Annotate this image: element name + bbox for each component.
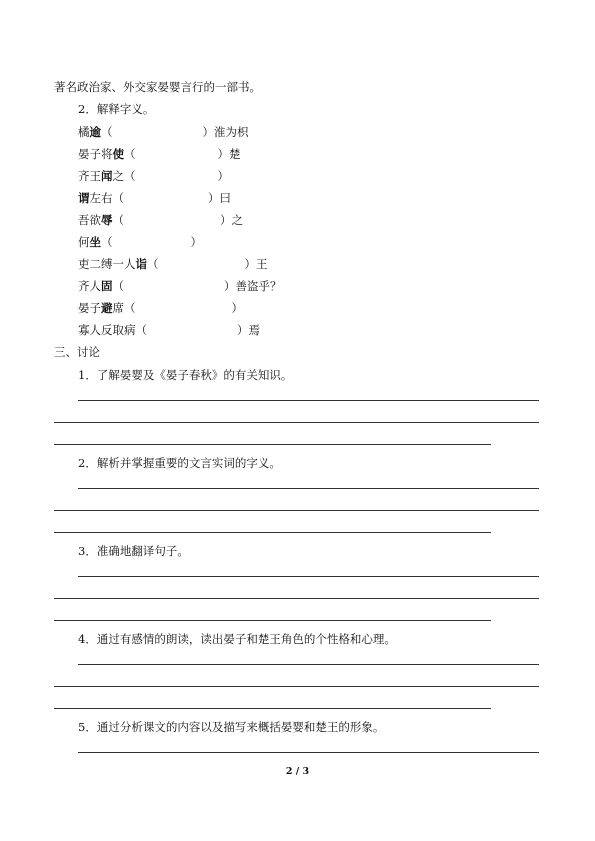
- answer-line[interactable]: [78, 576, 539, 577]
- page-number: 2 / 3: [285, 766, 310, 777]
- vocab-item: 吾欲辱（ ）之: [78, 213, 243, 227]
- section2-heading: 2．解释字义。: [78, 102, 155, 116]
- answer-line[interactable]: [54, 510, 539, 511]
- vocab-item: 齐王闻之（ ）: [78, 169, 229, 183]
- vocab-item: 晏子避席（ ）: [78, 301, 243, 315]
- answer-line[interactable]: [78, 752, 539, 753]
- vocab-item: 吏二缚一人诣（ ）王: [78, 257, 268, 271]
- answer-line[interactable]: [54, 620, 491, 621]
- vocab-item: 谓左右（ ）曰: [78, 191, 231, 205]
- answer-line[interactable]: [78, 664, 539, 665]
- discussion-question: 4．通过有感情的朗读，读出晏子和楚王角色的个性格和心理。: [78, 632, 396, 646]
- discussion-question: 2．解析并掌握重要的文言实词的字义。: [78, 456, 281, 470]
- answer-line[interactable]: [54, 598, 539, 599]
- discussion-question: 1．了解晏婴及《晏子春秋》的有关知识。: [78, 368, 293, 382]
- intro-line: 著名政治家、外交家晏婴言行的一部书。: [54, 80, 261, 94]
- answer-line[interactable]: [54, 422, 539, 423]
- answer-line[interactable]: [78, 400, 539, 401]
- section3-heading: 三、讨论: [54, 345, 100, 359]
- vocab-item: 橘逾（ ）淮为枳: [78, 125, 249, 139]
- vocab-item: 晏子将使（ ）楚: [78, 147, 241, 161]
- vocab-item: 齐人固（ ）善盗乎？: [78, 279, 282, 293]
- answer-line[interactable]: [54, 532, 491, 533]
- vocab-item: 何坐（ ）: [78, 235, 202, 249]
- discussion-question: 5．通过分析课文的内容以及描写来概括晏婴和楚王的形象。: [78, 720, 385, 734]
- answer-line[interactable]: [54, 708, 491, 709]
- answer-line[interactable]: [54, 686, 539, 687]
- answer-line[interactable]: [78, 488, 539, 489]
- vocab-item: 寡人反取病（ ）焉: [78, 323, 260, 337]
- answer-line[interactable]: [54, 444, 491, 445]
- discussion-question: 3．准确地翻译句子。: [78, 544, 189, 558]
